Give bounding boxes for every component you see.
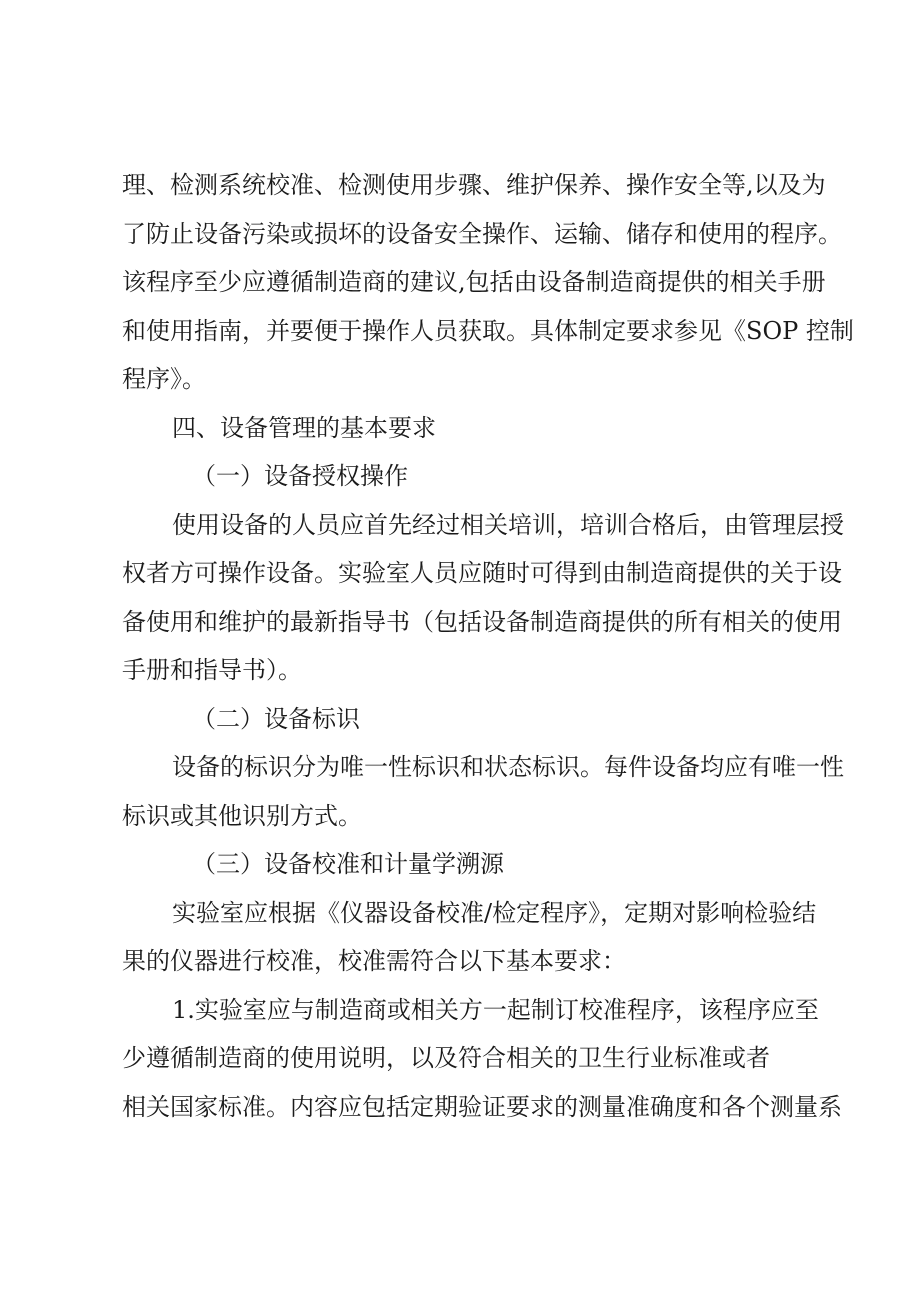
body-line: 该程序至少应遵循制造商的建议,包括由设备制造商提供的相关手册 bbox=[122, 268, 826, 296]
body-line: 实验室应根据《仪器设备校准/检定程序》，定期对影响检验结 bbox=[172, 898, 817, 927]
body-line: 权者方可操作设备。实验室人员应随时可得到由制造商提供的关于设 bbox=[122, 559, 842, 587]
body-line: 设备的标识分为唯一性标识和状态标识。每件设备均应有唯一性 bbox=[172, 753, 844, 781]
subsection-heading: （二）设备标识 bbox=[192, 704, 360, 733]
body-line: 程序》。 bbox=[122, 365, 206, 393]
body-line: 了防止设备污染或损坏的设备安全操作、运输、储存和使用的程序。 bbox=[122, 219, 842, 248]
numbered-item: 1.实验室应与制造商或相关方一起制订校准程序，该程序应至 bbox=[172, 995, 819, 1024]
body-line: 标识或其他识别方式。 bbox=[122, 801, 362, 830]
body-line: 备使用和维护的最新指导书（包括设备制造商提供的所有相关的使用 bbox=[122, 607, 842, 636]
body-line: 相关国家标准。内容应包括定期验证要求的测量准确度和各个测量系 bbox=[122, 1092, 842, 1121]
section-heading: 四、设备管理的基本要求 bbox=[172, 413, 436, 442]
body-line: 手册和指导书）。 bbox=[122, 656, 302, 684]
document-body bbox=[122, 161, 854, 1131]
body-line: 果的仪器进行校准，校准需符合以下基本要求： bbox=[122, 947, 626, 975]
subsection-heading: （一）设备授权操作 bbox=[192, 462, 408, 490]
body-line: 和使用指南，并要便于操作人员获取。具体制定要求参见《SOP 控制 bbox=[122, 316, 854, 345]
body-line: 少遵循制造商的使用说明，以及符合相关的卫生行业标准或者 bbox=[122, 1044, 770, 1072]
body-line: 理、检测系统校准、检测使用步骤、维护保养、操作安全等,以及为 bbox=[122, 171, 826, 199]
body-line: 使用设备的人员应首先经过相关培训，培训合格后，由管理层授 bbox=[172, 510, 844, 539]
subsection-heading: （三）设备校准和计量学溯源 bbox=[192, 850, 504, 878]
